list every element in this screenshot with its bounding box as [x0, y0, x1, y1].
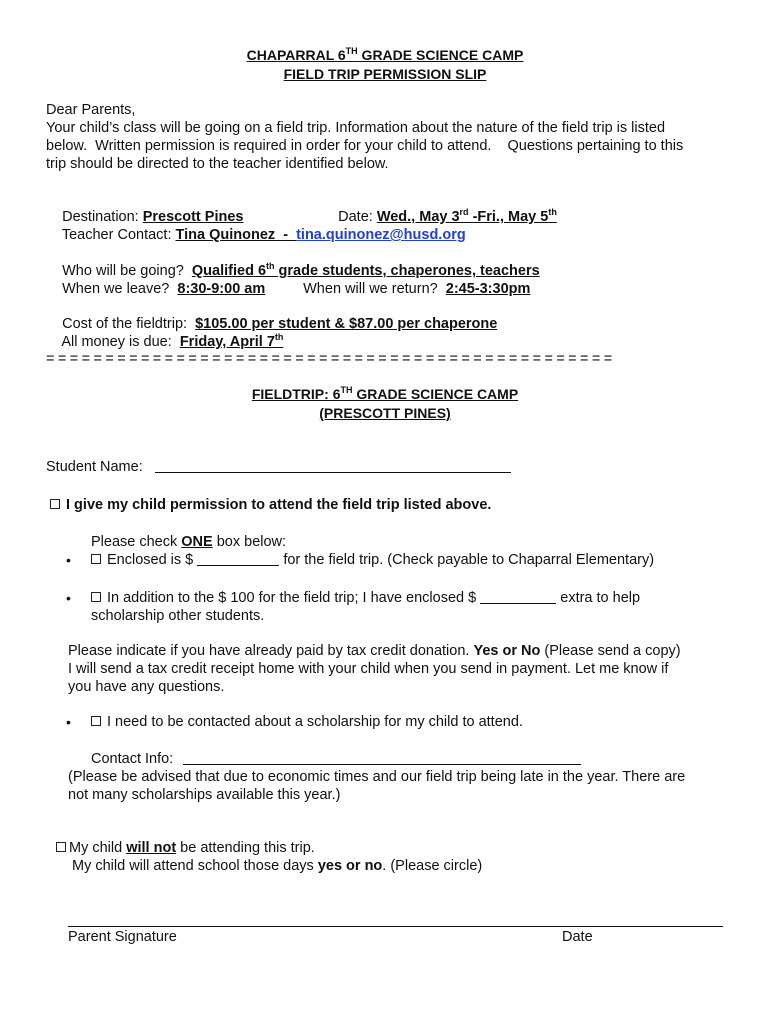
leave-row: When we leave? 8:30-9:00 am — [62, 281, 266, 297]
tax-credit-line-3: you have any questions. — [68, 679, 225, 695]
destination-value: Prescott Pines — [142, 209, 244, 225]
extra-amount-field[interactable] — [480, 589, 556, 604]
signature-line[interactable] — [68, 926, 723, 927]
teacher-contact-row: Teacher Contact: Tina Quinonez - tina.quinonez@husd.org — [61, 227, 466, 243]
permission-checkbox[interactable] — [50, 499, 60, 509]
letter-line-1: Your child’s class will be going on a field trip. Information about the nature of the field trip is listed — [46, 120, 666, 136]
return-value: 2:45-3:30pm — [445, 281, 531, 297]
due-row: All money is due: Friday, April 7th — [61, 332, 284, 350]
tax-yes-no: Yes or No — [473, 643, 541, 659]
attend-school-row: My child will attend school those days yes or no. (Please circle) — [72, 858, 483, 874]
leave-value: 8:30-9:00 am — [177, 281, 266, 297]
contact-info-row: Contact Info: — [91, 750, 730, 768]
option-extra-row: In addition to the $ 100 for the field trip; I have enclosed $ extra to help — [91, 589, 730, 607]
date-row: Date: Wed., May 3rd -Fri., May 5th — [338, 207, 557, 225]
scholarship-checkbox[interactable] — [91, 716, 101, 726]
option-enclosed-row: Enclosed is $ for the field trip. (Check payable to Chaparral Elementary) — [91, 551, 730, 569]
teacher-email-link[interactable]: tina.quinonez@husd.org — [296, 227, 466, 243]
enclosed-amount-field[interactable] — [197, 551, 279, 566]
contact-info-field[interactable] — [183, 750, 581, 765]
student-name-field[interactable] — [155, 458, 511, 473]
check-one-instruction: Please check ONE box below: — [91, 534, 287, 550]
bullet-icon: • — [66, 552, 71, 568]
cost-value: $105.00 per student & $87.00 per chaperone — [195, 316, 498, 332]
separator-line: ================================================ — [46, 351, 616, 367]
advisory-line-2: not many scholarships available this year.) — [68, 787, 341, 803]
document-title: CHAPARRAL 6TH GRADE SCIENCE CAMP — [246, 46, 524, 63]
who-row: Who will be going? Qualified 6th grade students, chaperones, teachers — [62, 261, 540, 279]
signature-date-label: Date — [562, 929, 593, 945]
destination-row: Destination: Prescott Pines — [62, 209, 244, 225]
cost-row: Cost of the fieldtrip: $105.00 per student & $87.00 per chaperone — [62, 316, 498, 332]
not-attending-row: My child will not be attending this trip. — [56, 839, 730, 857]
return-row: When will we return? 2:45-3:30pm — [303, 281, 531, 297]
bullet-icon: • — [66, 714, 71, 730]
date-value: Wed., May 3rd -Fri., May 5th — [376, 207, 557, 225]
enclosed-checkbox[interactable] — [91, 554, 101, 564]
letter-greeting: Dear Parents, — [46, 102, 136, 118]
tax-credit-line-2: I will send a tax credit receipt home with your child when you send in payment. Let me know if — [68, 661, 669, 677]
who-value: Qualified 6th grade students, chaperones, teachers — [191, 261, 540, 279]
letter-line-2: below. Written permission is required in order for your child to attend. Questions pertaining to this — [46, 138, 684, 154]
extra-checkbox[interactable] — [91, 592, 101, 602]
attend-yes-no: yes or no — [317, 858, 383, 874]
letter-line-3: trip should be directed to the teacher identified below. — [46, 156, 389, 172]
form-title: FIELDTRIP: 6TH GRADE SCIENCE CAMP — [251, 385, 519, 402]
bullet-icon: • — [66, 590, 71, 606]
due-value: Friday, April 7th — [179, 332, 284, 350]
parent-signature-label: Parent Signature — [68, 929, 177, 945]
tax-credit-row: Please indicate if you have already paid by tax credit donation. Yes or No (Please send a copy) — [68, 643, 681, 659]
document-subtitle: FIELD TRIP PERMISSION SLIP — [283, 66, 487, 82]
option-extra-line-2: scholarship other students. — [91, 608, 265, 624]
form-subtitle: (PRESCOTT PINES) — [319, 405, 451, 421]
scholarship-row: I need to be contacted about a scholarship for my child to attend. — [91, 713, 730, 731]
not-attending-checkbox[interactable] — [56, 842, 66, 852]
teacher-name: Tina Quinonez - — [175, 227, 297, 243]
permission-row: I give my child permission to attend the field trip listed above. — [50, 496, 730, 514]
student-name-row: Student Name: — [46, 458, 730, 476]
advisory-line-1: (Please be advised that due to economic times and our field trip being late in the year. There are — [68, 769, 686, 785]
